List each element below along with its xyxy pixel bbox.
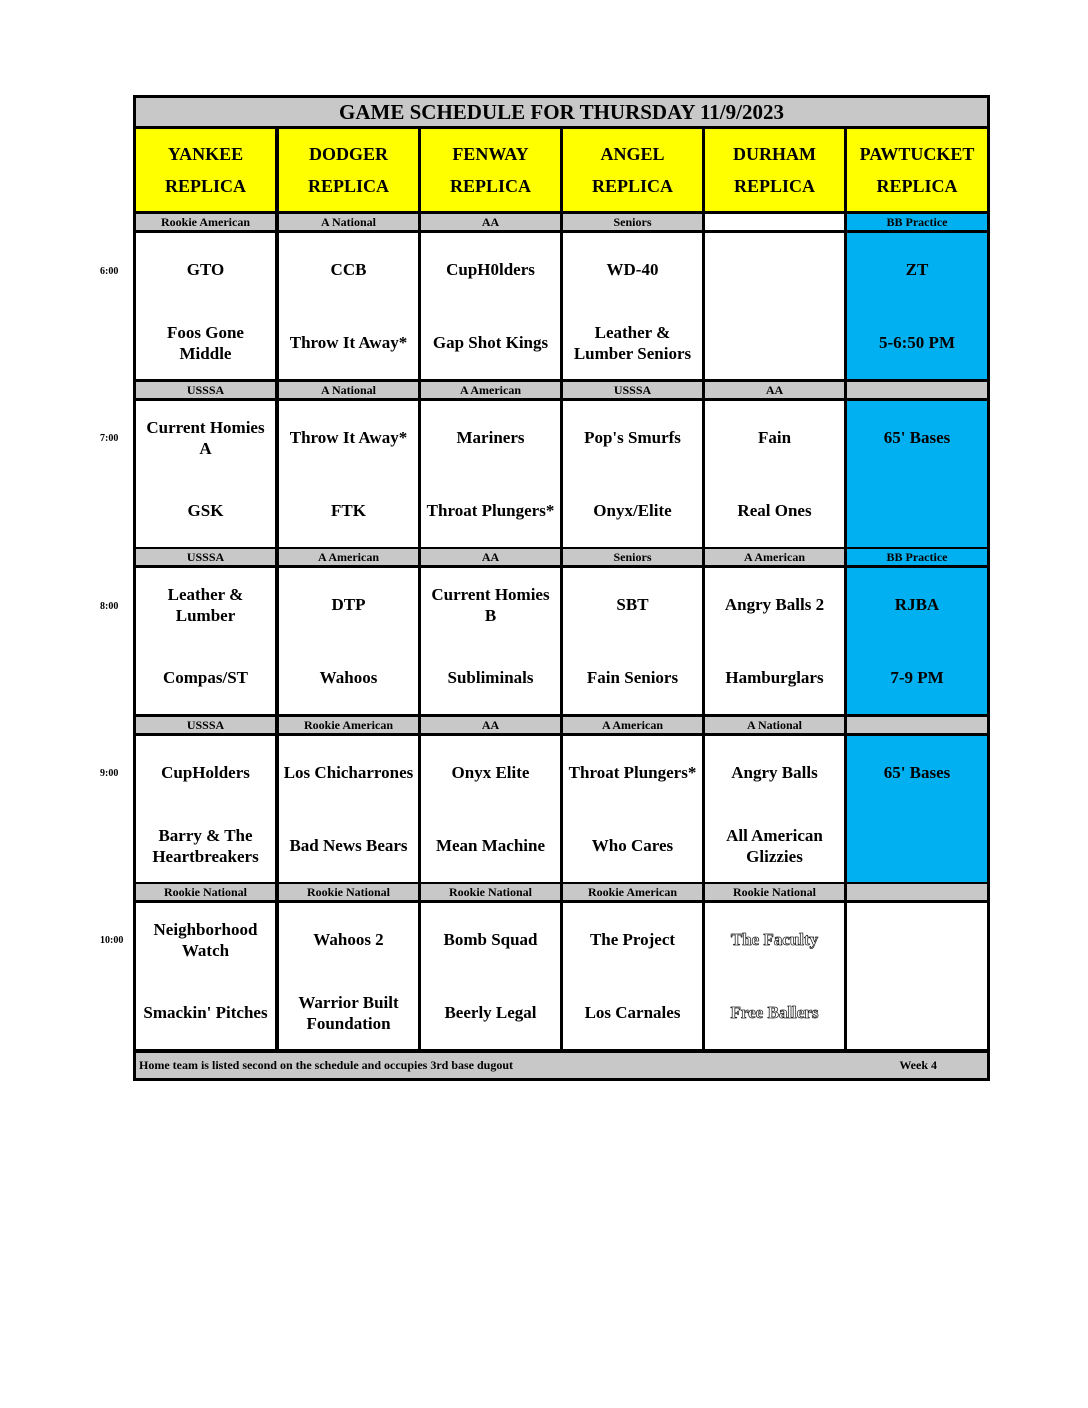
division-label bbox=[847, 717, 987, 733]
visiting-team: 65' Bases bbox=[883, 763, 951, 782]
division-label: AA bbox=[705, 382, 844, 398]
division-label: Rookie National bbox=[279, 884, 418, 900]
game-cell bbox=[705, 233, 844, 379]
schedule-table bbox=[133, 95, 990, 1081]
home-team: Gap Shot Kings bbox=[432, 333, 549, 352]
visiting-team: Throw It Away* bbox=[289, 428, 408, 447]
game-cell bbox=[847, 903, 987, 1049]
division-label: Rookie American bbox=[136, 214, 275, 230]
field-header-4 bbox=[705, 129, 844, 211]
field-header-row bbox=[136, 129, 987, 211]
division-label: A National bbox=[279, 382, 418, 398]
home-team: Subliminals bbox=[447, 668, 534, 687]
visiting-team bbox=[705, 233, 844, 306]
home-team: Who Cares bbox=[591, 836, 674, 855]
visiting-team: RJBA bbox=[894, 595, 940, 614]
division-label: USSSA bbox=[563, 382, 702, 398]
game-cell bbox=[279, 233, 418, 379]
game-cell bbox=[421, 568, 560, 714]
division-row bbox=[136, 884, 987, 900]
visiting-team: SBT bbox=[616, 595, 649, 614]
home-team: Real Ones bbox=[737, 501, 812, 520]
visiting-team: ZT bbox=[905, 260, 929, 279]
title-row bbox=[136, 98, 987, 126]
game-cell bbox=[563, 401, 702, 547]
field-name: ANGEL bbox=[600, 144, 665, 164]
game-cell bbox=[136, 401, 275, 547]
game-cell bbox=[847, 568, 987, 714]
division-label: USSSA bbox=[136, 549, 275, 565]
game-cell bbox=[563, 903, 702, 1049]
division-label: BB Practice bbox=[847, 214, 987, 230]
games-row bbox=[136, 736, 987, 882]
home-team: Bad News Bears bbox=[289, 836, 408, 855]
game-cell bbox=[563, 233, 702, 379]
field-header-3 bbox=[563, 129, 702, 211]
division-label: BB Practice bbox=[847, 549, 987, 565]
visiting-team: Neighborhood Watch bbox=[153, 919, 258, 960]
field-subtitle: REPLICA bbox=[876, 176, 958, 196]
visiting-team: Current Homies B bbox=[431, 584, 550, 625]
game-cell bbox=[136, 568, 275, 714]
game-cell bbox=[136, 736, 275, 882]
division-label: USSSA bbox=[136, 717, 275, 733]
game-cell bbox=[847, 736, 987, 882]
visiting-team: WD-40 bbox=[606, 260, 659, 279]
game-cell bbox=[279, 568, 418, 714]
game-cell bbox=[705, 568, 844, 714]
visiting-team: Mariners bbox=[456, 428, 525, 447]
game-cell bbox=[136, 233, 275, 379]
game-cell bbox=[705, 903, 844, 1049]
home-team: 7-9 PM bbox=[890, 668, 944, 687]
division-label: A National bbox=[279, 214, 418, 230]
visiting-team: Angry Balls bbox=[731, 763, 818, 782]
visiting-team: Throat Plungers* bbox=[568, 763, 697, 782]
home-team: Hamburglars bbox=[725, 668, 824, 687]
home-team: Warrior Built Foundation bbox=[298, 992, 399, 1033]
game-cell bbox=[421, 233, 560, 379]
time-label: 9:00 bbox=[100, 768, 119, 779]
field-subtitle: REPLICA bbox=[591, 176, 673, 196]
field-name: DODGER bbox=[308, 144, 388, 164]
visiting-team: Current Homies A bbox=[146, 417, 265, 458]
division-label: A National bbox=[705, 717, 844, 733]
time-label: 8:00 bbox=[100, 601, 119, 612]
home-team: Beerly Legal bbox=[444, 1003, 537, 1022]
visiting-team: CCB bbox=[330, 260, 367, 279]
division-label: A American bbox=[705, 549, 844, 565]
game-cell bbox=[421, 903, 560, 1049]
field-subtitle: REPLICA bbox=[307, 176, 389, 196]
field-header-5 bbox=[847, 129, 987, 211]
games-row bbox=[136, 903, 987, 1049]
field-name: YANKEE bbox=[167, 144, 244, 164]
home-team: Barry & The Heartbreakers bbox=[152, 825, 259, 866]
field-name: FENWAY bbox=[452, 144, 529, 164]
home-team: Compas/ST bbox=[162, 668, 249, 687]
game-cell bbox=[563, 568, 702, 714]
field-subtitle: REPLICA bbox=[449, 176, 531, 196]
visiting-team: Onyx Elite bbox=[451, 763, 530, 782]
time-label: 6:00 bbox=[100, 266, 119, 277]
division-row bbox=[136, 214, 987, 230]
visiting-team: DTP bbox=[331, 595, 366, 614]
field-name: DURHAM bbox=[733, 144, 816, 164]
home-team: Onyx/Elite bbox=[593, 501, 672, 520]
division-label: A American bbox=[563, 717, 702, 733]
visiting-team: The Project bbox=[589, 930, 676, 949]
game-cell bbox=[563, 736, 702, 882]
game-cell bbox=[279, 903, 418, 1049]
visiting-team: 65' Bases bbox=[883, 428, 951, 447]
home-team bbox=[705, 306, 844, 379]
home-team: Los Carnales bbox=[584, 1003, 681, 1022]
game-cell bbox=[421, 401, 560, 547]
division-label: Rookie National bbox=[136, 884, 275, 900]
home-team: All American Glizzies bbox=[726, 825, 823, 866]
home-team: Wahoos bbox=[319, 668, 378, 687]
division-label: AA bbox=[421, 549, 560, 565]
games-row bbox=[136, 568, 987, 714]
division-row bbox=[136, 717, 987, 733]
game-cell bbox=[136, 903, 275, 1049]
visiting-team: CupH0lders bbox=[446, 260, 535, 279]
home-team: Throat Plungers* bbox=[426, 501, 555, 520]
division-label bbox=[847, 884, 987, 900]
footer-row bbox=[136, 1053, 987, 1078]
home-team bbox=[847, 976, 987, 1049]
home-team: 5-6:50 PM bbox=[878, 333, 955, 352]
game-cell bbox=[279, 736, 418, 882]
division-row bbox=[136, 549, 987, 565]
visiting-team: Bomb Squad bbox=[443, 930, 538, 949]
division-label: A American bbox=[421, 382, 560, 398]
visiting-team: Los Chicharrones bbox=[283, 763, 414, 782]
game-cell bbox=[421, 736, 560, 882]
visiting-team bbox=[847, 903, 987, 976]
visiting-team: GTO bbox=[186, 260, 225, 279]
games-row bbox=[136, 233, 987, 379]
division-label: Seniors bbox=[563, 549, 702, 565]
home-team: Fain Seniors bbox=[586, 668, 679, 687]
game-cell bbox=[705, 736, 844, 882]
home-team: Throw It Away* bbox=[289, 333, 408, 352]
footer-band bbox=[136, 1053, 987, 1078]
field-subtitle: REPLICA bbox=[733, 176, 815, 196]
division-label: Rookie American bbox=[563, 884, 702, 900]
time-label: 7:00 bbox=[100, 433, 119, 444]
division-label: Rookie National bbox=[705, 884, 844, 900]
game-cell bbox=[847, 233, 987, 379]
division-label bbox=[705, 214, 844, 230]
week-label: Week 4 bbox=[899, 1058, 937, 1072]
game-cell bbox=[279, 401, 418, 547]
home-team: Smackin' Pitches bbox=[143, 1003, 268, 1022]
schedule-title: GAME SCHEDULE FOR THURSDAY 11/9/2023 bbox=[136, 98, 987, 126]
visiting-team: Wahoos 2 bbox=[313, 930, 384, 949]
home-team: Leather & Lumber Seniors bbox=[573, 322, 692, 363]
home-team: GSK bbox=[187, 501, 224, 520]
visiting-team: Leather & Lumber bbox=[167, 584, 244, 625]
time-label: 10:00 bbox=[100, 935, 124, 946]
division-label: AA bbox=[421, 717, 560, 733]
home-team: Free Ballers bbox=[730, 1003, 819, 1022]
division-label: USSSA bbox=[136, 382, 275, 398]
visiting-team: Fain bbox=[757, 428, 792, 447]
field-name: PAWTUCKET bbox=[859, 144, 975, 164]
game-cell bbox=[705, 401, 844, 547]
visiting-team: Angry Balls 2 bbox=[724, 595, 825, 614]
home-team: Foos Gone Middle bbox=[167, 322, 244, 363]
division-label bbox=[847, 382, 987, 398]
division-label: Seniors bbox=[563, 214, 702, 230]
field-subtitle: REPLICA bbox=[164, 176, 246, 196]
visiting-team: Pop's Smurfs bbox=[584, 428, 681, 447]
games-row bbox=[136, 401, 987, 547]
footer-note: Home team is listed second on the schedule and occupies 3rd base dugout bbox=[139, 1058, 514, 1072]
field-header-2 bbox=[421, 129, 560, 211]
visiting-team: The Faculty bbox=[730, 930, 819, 949]
field-header-0 bbox=[136, 129, 275, 211]
division-label: Rookie National bbox=[421, 884, 560, 900]
home-team: Mean Machine bbox=[435, 836, 546, 855]
home-team bbox=[847, 809, 987, 882]
division-row bbox=[136, 382, 987, 398]
home-team: FTK bbox=[331, 501, 366, 520]
game-cell bbox=[847, 401, 987, 547]
field-header-1 bbox=[279, 129, 418, 211]
division-label: A American bbox=[279, 549, 418, 565]
division-label: AA bbox=[421, 214, 560, 230]
visiting-team: CupHolders bbox=[161, 763, 250, 782]
division-label: Rookie American bbox=[279, 717, 418, 733]
home-team bbox=[847, 474, 987, 547]
